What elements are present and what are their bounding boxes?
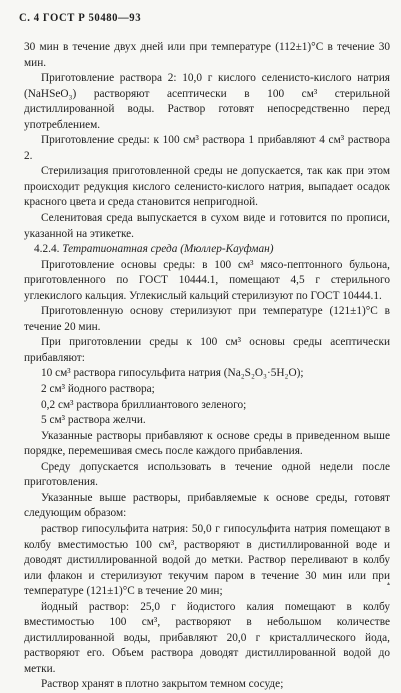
page-body <box>24 40 390 693</box>
paragraph: Указанные растворы прибавляют к основе среды в приведенном выше порядке, перемешивая смесь после каждого прибавления. <box>24 429 390 458</box>
list-item: 2 см³ йодного раствора; <box>41 383 155 396</box>
list-item: 0,2 см³ раствора бриллиантового зеленого; <box>41 398 247 411</box>
list-item: 10 см³ раствора гипосульфита натрия (Na₂S₂O₃·5H₂O); <box>41 367 304 380</box>
paragraph: Указанные выше растворы, прибавляемые к основе среды, готовят следующим образом: <box>24 491 390 520</box>
paragraph: Приготовление раствора 2: 10,0 г кислого селенисто-кислого натрия (NaHSeO₃) растворяют асептически в 100 см³ стерильной дистиллированной воды. Раствор готовят непосредственно перед употреблением. <box>24 72 390 131</box>
paragraph: раствор гипосульфита натрия: 50,0 г гипосульфита натрия помещают в колбу вместимостью 100 см³, растворяют в дистиллированной воде и доводят дистиллированной водой до метки. Раствор переливают в колбу или флакон и стерилизуют текучим паром в течение 30 мин или при температуре (121±1)°С в течение 20 мин; <box>24 522 390 598</box>
list-item: 5 см³ раствора желчи. <box>41 414 146 427</box>
paragraph: Приготовление среды: к 100 см³ раствора 1 прибавляют 4 см³ раствора 2. <box>24 134 390 162</box>
paragraph: Стерилизация приготовленной среды не допускается, так как при этом происходит редукция кислого селенисто-кислого натрия, выпадает осадок красного цвета и среда становится непригодной. <box>24 165 390 209</box>
paragraph: Селенитовая среда выпускается в сухом виде и готовится по прописи, указанной на этикетке. <box>24 212 390 240</box>
section-number: 4.2.4. <box>34 243 60 256</box>
paragraph: При приготовлении среды к 100 см³ основы среды асептически прибавляют: <box>24 336 390 364</box>
section-heading <box>24 242 390 258</box>
scan-mark: ▴ <box>386 581 390 587</box>
paragraph: Раствор хранят в плотно закрытом темном сосуде; <box>41 678 284 691</box>
page-header: С. 4 ГОСТ Р 50480—93 <box>19 12 142 24</box>
paragraph: 30 мин в течение двух дней или при температуре (112±1)°С в течение 30 мин. <box>24 41 390 69</box>
section-title: Тетратионатная среда (Мюллер-Кауфман) <box>62 243 274 256</box>
paragraph: Среду допускается использовать в течение одной недели после приготовления. <box>24 460 390 489</box>
paragraph: йодный раствор: 25,0 г йодистого калия помещают в колбу вместимостью 100 см³, растворяют в небольшом количестве дистиллированной воды, прибавляют 20,0 г кристаллического йода, растворяют его. Объем раствора доводят дистиллированной водой до метки. <box>24 600 390 675</box>
paragraph: Приготовленную основу стерилизуют при температуре (121±1)°С в течение 20 мин. <box>24 305 390 333</box>
paragraph: Приготовление основы среды: в 100 см³ мясо-пептонного бульона, приготовленного по ГОСТ 10444.1, помещают 4,5 г стерильного углекислого кальция. Углекислый кальций стерилизуют по ГОСТ 10444.1. <box>24 258 390 302</box>
